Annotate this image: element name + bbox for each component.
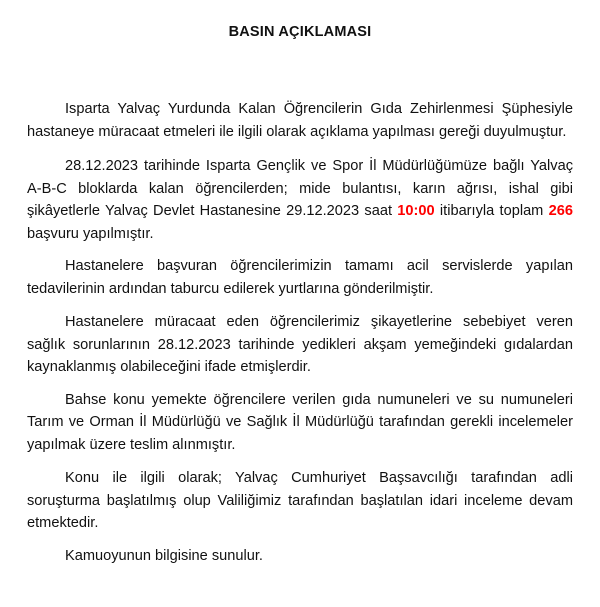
paragraph-incident: [27, 155, 573, 245]
incident-text-part-2: itibarıyla toplam: [434, 203, 549, 219]
paragraph-treatment: Hastanelere başvuran öğrencilerimizin tamamı acil servislerde yapılan tedavilerinin ardından taburcu edilerek yurtlarına gönderilmiştir.: [27, 258, 573, 297]
highlighted-time: 10:00: [397, 203, 435, 219]
paragraph-closing: Kamuoyunun bilgisine sunulur.: [65, 547, 263, 564]
paragraph-investigation: Konu ile ilgili olarak; Yalvaç Cumhuriyet Başsavcılığı tarafından adli soruşturma başlatılmış olup Valiliğimiz tarafından başlatılan idari inceleme devam etmektedir.: [27, 470, 573, 531]
incident-text-part-1: 28.12.2023 tarihinde Isparta Gençlik ve Spor İl Müdürlüğümüze bağlı Yalvaç A-B-C bloklarda kalan öğrencilerden; mide bulantısı, karın ağrısı, ishal gibi şikâyetlerle Yalvaç Devlet Hastanesine 29.12.2023 saat: [27, 158, 573, 219]
paragraph-intro: Isparta Yalvaç Yurdunda Kalan Öğrencilerin Gıda Zehirlenmesi Şüphesiyle hastaneye müracaat etmeleri ile ilgili olarak açıklama yapılması gereği duyulmuştur.: [27, 101, 573, 140]
incident-text-part-3: başvuru yapılmıştır.: [27, 225, 154, 242]
page-title: BASIN AÇIKLAMASI: [228, 24, 372, 40]
paragraph-samples: Bahse konu yemekte öğrencilere verilen gıda numuneleri ve su numuneleri Tarım ve Orman İl Müdürlüğü ve Sağlık İl Müdürlüğü tarafından gerekli incelemeler yapılmak üzere teslim alınmıştır.: [27, 391, 573, 453]
paragraph-cause: Hastanelere müracaat eden öğrencilerimiz şikayetlerine sebebiyet veren sağlık sorunlarının 28.12.2023 tarihinde yedikleri akşam yemeğindeki gıdalardan kaynaklanmış olabileceğini ifade etmişlerdir.: [27, 314, 573, 375]
highlighted-count: 266: [548, 203, 573, 219]
